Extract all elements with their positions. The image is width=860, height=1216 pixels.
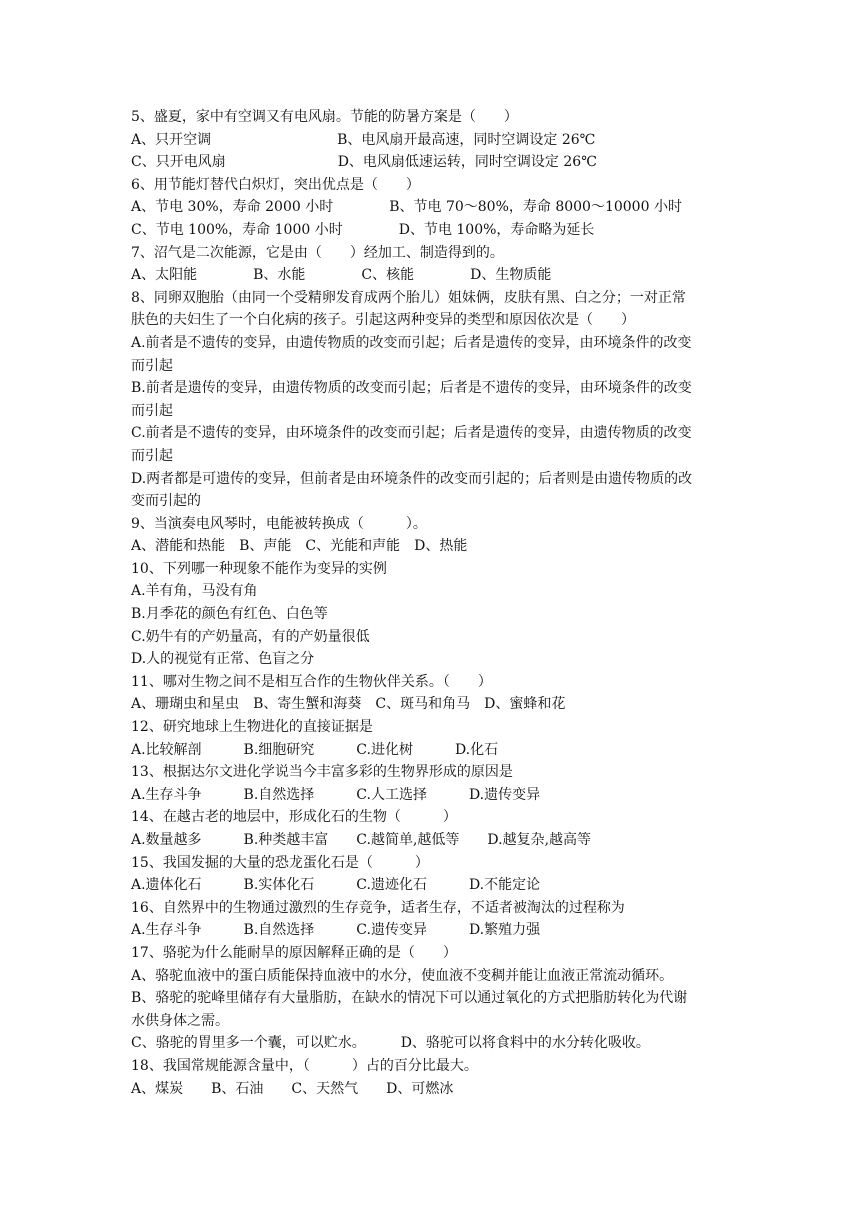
text-line: A.生存斗争 B.自然选择 C.人工选择 D.遗传变异 [131,786,541,803]
text-line: 12、研究地球上生物进化的直接证据是 [131,719,373,736]
text-line: 8、同卵双胞胎（由同一个受精卵发育成两个胎儿）姐妹俩，皮肤有黑、白之分；一对正常 [131,289,686,306]
text-line: 而引起 [131,402,173,419]
text-line: 13、根据达尔文进化学说当今丰富多彩的生物界形成的原因是 [131,764,513,781]
text-line: 7、沼气是二次能源，它是由（ ）经加工、制造得到的。 [131,244,504,261]
text-line: 6、用节能灯替代白炽灯，突出优点是（ ） [131,176,420,193]
text-line: C、只开电风扇 D、电风扇低速运转，同时空调设定 26℃ [131,154,597,171]
text-line: A、只开空调 B、电风扇开最高速，同时空调设定 26℃ [131,131,596,148]
text-line: 9、当演奏电风琴时，电能被转换成（ ）。 [131,515,427,532]
text-line: A、珊瑚虫和星虫 B、寄生蟹和海葵 C、斑马和角马 D、蜜蜂和花 [131,696,566,713]
text-line: C、骆驼的胃里多一个囊，可以贮水。 D、骆驼可以将食料中的水分转化吸收。 [131,1035,650,1052]
text-line: 11、哪对生物之间不是相互合作的生物伙伴关系。（ ） [131,673,492,690]
document-page [131,106,736,1100]
text-line: A.生存斗争 B.自然选择 C.遗传变异 D.繁殖力强 [131,922,541,939]
text-line: 15、我国发掘的大量的恐龙蛋化石是（ ） [131,854,429,871]
text-line: 10、下列哪一种现象不能作为变异的实例 [131,560,387,577]
text-line: A.数量越多 B.种类越丰富 C.越简单,越低等 D.越复杂,越高等 [131,832,592,848]
text-line: B.月季花的颜色有红色、白色等 [131,606,328,623]
text-line: C.奶牛有的产奶量高，有的产奶量很低 [131,628,370,645]
text-line: A、潜能和热能 B、声能 C、光能和声能 D、热能 [131,538,468,555]
text-line: 5、盛夏，家中有空调又有电风扇。节能的防暑方案是（ ） [131,109,518,125]
text-line: D.人的视觉有正常、色盲之分 [131,651,315,668]
text-line: B、骆驼的驼峰里储存有大量脂肪，在缺水的情况下可以通过氧化的方式把脂肪转化为代谢 [131,990,688,1007]
text-line: C.前者是不遗传的变异，由环境条件的改变而引起；后者是遗传的变异，由遗传物质的改变 [131,425,692,442]
text-line: B.前者是遗传的变异，由遗传物质的改变而引起；后者是不遗传的变异，由环境条件的改变 [131,380,692,397]
text-line: A、煤炭 B、石油 C、天然气 D、可燃冰 [131,1080,454,1097]
text-line: 肤色的夫妇生了一个白化病的孩子。引起这两种变异的类型和原因依次是（ ） [131,312,635,329]
text-line: 17、骆驼为什么能耐旱的原因解释正确的是（ ） [131,944,457,961]
text-line: 18、我国常规能源含量中，（ ）占的百分比最大。 [131,1057,478,1074]
text-line: 16、自然界中的生物通过激烈的生存竞争，适者生存，不适者被淘汰的过程称为 [131,899,625,916]
text-line: C、节电 100%，寿命 1000 小时 D、节电 100%，寿命略为延长 [131,221,595,238]
text-line: 14、在越古老的地层中，形成化石的生物（ ） [131,809,457,826]
text-line: A.遗体化石 B.实体化石 C.遗迹化石 D.不能定论 [131,877,541,894]
text-line: A、太阳能 B、水能 C、核能 D、生物质能 [131,267,552,284]
text-line: A.前者是不遗传的变异，由遗传物质的改变而引起；后者是遗传的变异，由环境条件的改变 [131,334,692,351]
text-line: 而引起 [131,357,173,374]
text-line: A、节电 30%，寿命 2000 小时 B、节电 70～80%，寿命 8000～10000 小时 [131,199,682,216]
text-line: 而引起 [131,447,173,464]
text-line: 水供身体之需。 [131,1012,229,1029]
text-line: A.比较解剖 B.细胞研究 C.进化树 D.化石 [131,741,499,758]
text-line: 变而引起的 [131,493,201,510]
text-line: A.羊有角，马没有角 [131,583,258,600]
text-line: A、骆驼血液中的蛋白质能保持血液中的水分，使血液不变稠并能让血液正常流动循环。 [131,967,674,984]
text-line: D.两者都是可遗传的变异，但前者是由环境条件的改变而引起的；后者则是由遗传物质的改 [131,470,693,487]
